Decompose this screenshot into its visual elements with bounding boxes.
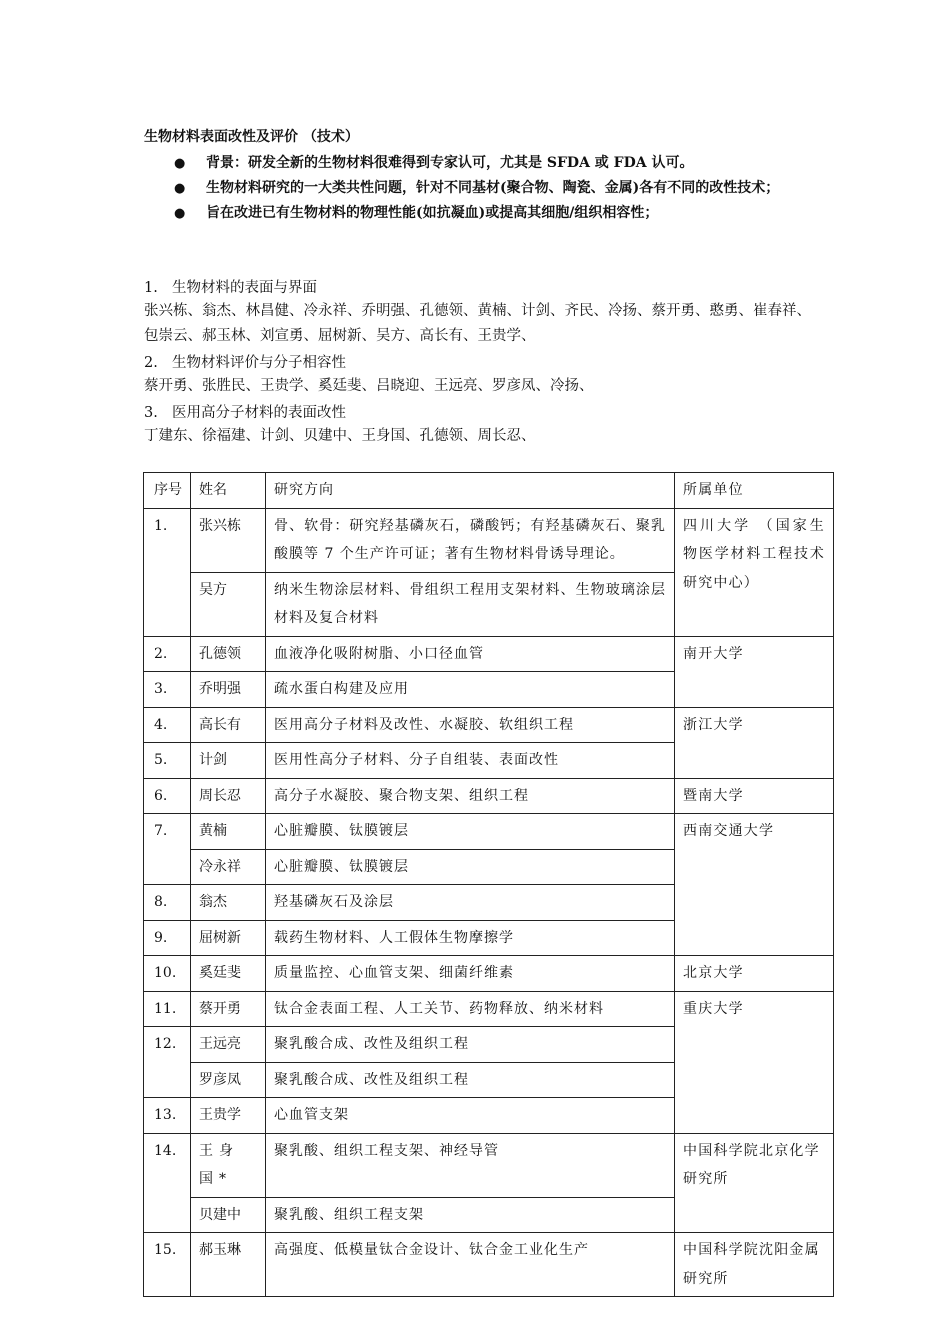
cell-direction: 心脏瓣膜、钛膜镀层: [266, 849, 675, 885]
cell-direction: 载药生物材料、人工假体生物摩擦学: [266, 920, 675, 956]
cell-direction: 高强度、低模量钛合金设计、钛合金工业化生产: [266, 1233, 675, 1297]
cell-number: 3.: [144, 672, 191, 708]
cell-name: 冷永祥: [191, 849, 266, 885]
document-heading: 生物材料表面改性及评价 （技术）: [144, 129, 359, 145]
cell-name: 高长有: [191, 707, 266, 743]
cell-number: 5.: [144, 743, 191, 779]
cell-name: 乔明强: [191, 672, 266, 708]
section-title-text: 生物材料的表面与界面: [172, 280, 317, 296]
section-number: 3.: [144, 405, 158, 421]
cell-name: 翁杰: [191, 885, 266, 921]
bullet-dot-icon: ●: [174, 156, 186, 171]
cell-name: 蔡开勇: [191, 991, 266, 1027]
cell-direction: 高分子水凝胶、聚合物支架、组织工程: [266, 778, 675, 814]
cell-number: 6.: [144, 778, 191, 814]
researcher-table: [143, 472, 834, 1297]
section-title-text: 生物材料评价与分子相容性: [172, 355, 346, 371]
cell-unit: 浙江大学: [675, 707, 834, 778]
cell-unit: 重庆大学: [675, 991, 834, 1133]
cell-direction: 聚乳酸合成、改性及组织工程: [266, 1062, 675, 1098]
section-number: 1.: [144, 280, 158, 296]
cell-unit: 暨南大学: [675, 778, 834, 814]
cell-direction: 聚乳酸、组织工程支架、神经导管: [266, 1133, 675, 1197]
cell-unit: 四川大学 （国家生物医学材料工程技术研究中心）: [675, 508, 834, 636]
header-cell-unit: 所属单位: [675, 473, 834, 509]
cell-direction: 聚乳酸、组织工程支架: [266, 1197, 675, 1233]
table-row: [144, 636, 834, 672]
cell-name: 黄楠: [191, 814, 266, 850]
cell-name: 计剑: [191, 743, 266, 779]
cell-direction: 血液净化吸附树脂、小口径血管: [266, 636, 675, 672]
cell-direction: 羟基磷灰石及涂层: [266, 885, 675, 921]
cell-number: 8.: [144, 885, 191, 921]
cell-number: 11.: [144, 991, 191, 1027]
bullet-text: 旨在改进已有生物材料的物理性能(如抗凝血)或提高其细胞/组织相容性；: [206, 205, 659, 221]
cell-unit: 中国科学院北京化学研究所: [675, 1133, 834, 1233]
cell-name: 王身国*: [191, 1133, 266, 1197]
cell-number: 14.: [144, 1133, 191, 1233]
cell-name: 张兴栋: [191, 508, 266, 572]
background-bullet-list: [172, 151, 822, 226]
cell-direction: 钛合金表面工程、人工关节、药物释放、纳米材料: [266, 991, 675, 1027]
table-header-row: [144, 473, 834, 509]
bullet-text: 背景：研发全新的生物材料很难得到专家认可，尤其是 SFDA 或 FDA 认可。: [206, 155, 694, 171]
table-row: [144, 707, 834, 743]
cell-unit: 中国科学院沈阳金属研究所: [675, 1233, 834, 1297]
cell-direction: 心血管支架: [266, 1098, 675, 1134]
section-names: 蔡开勇、张胜民、王贵学、奚廷斐、吕晓迎、王远亮、罗彦凤、冷扬、: [144, 378, 594, 394]
section-title: [144, 401, 346, 422]
header-cell-direction: 研究方向: [266, 473, 675, 509]
table-row: [144, 1133, 834, 1197]
table-row: [144, 814, 834, 850]
bullet-dot-icon: ●: [174, 181, 186, 196]
table-row: [144, 778, 834, 814]
table-row: [144, 991, 834, 1027]
cell-number: 15.: [144, 1233, 191, 1297]
cell-name: 孔德领: [191, 636, 266, 672]
cell-direction: 疏水蛋白构建及应用: [266, 672, 675, 708]
cell-unit: 北京大学: [675, 956, 834, 992]
cell-number: 13.: [144, 1098, 191, 1134]
cell-number: 9.: [144, 920, 191, 956]
cell-number: 4.: [144, 707, 191, 743]
bullet-text: 生物材料研究的一大类共性问题，针对不同基材(聚合物、陶瓷、金属)各有不同的改性技术；: [206, 180, 780, 196]
cell-number: 10.: [144, 956, 191, 992]
cell-direction: 医用性高分子材料、分子自组装、表面改性: [266, 743, 675, 779]
section-title-text: 医用高分子材料的表面改性: [172, 405, 346, 421]
section-title: [144, 351, 346, 372]
table-row: [144, 1233, 834, 1297]
section-title: [144, 276, 317, 297]
cell-name: 王贵学: [191, 1098, 266, 1134]
cell-unit: 南开大学: [675, 636, 834, 707]
cell-direction: 骨、软骨：研究羟基磷灰石，磷酸钙；有羟基磷灰石、聚乳酸膜等 7 个生产许可证；著有生物材料骨诱导理论。: [266, 508, 675, 572]
cell-number: 12.: [144, 1027, 191, 1098]
cell-name: 屈树新: [191, 920, 266, 956]
cell-name: 王远亮: [191, 1027, 266, 1063]
cell-direction: 纳米生物涂层材料、骨组织工程用支架材料、生物玻璃涂层材料及复合材料: [266, 572, 675, 636]
cell-name: 罗彦凤: [191, 1062, 266, 1098]
cell-name: 郝玉琳: [191, 1233, 266, 1297]
header-cell-number: 序号: [144, 473, 191, 509]
cell-name: 周长忍: [191, 778, 266, 814]
cell-direction: 心脏瓣膜、钛膜镀层: [266, 814, 675, 850]
bullet-item: [172, 201, 822, 226]
table-row: [144, 508, 834, 572]
cell-direction: 聚乳酸合成、改性及组织工程: [266, 1027, 675, 1063]
cell-name: 奚廷斐: [191, 956, 266, 992]
cell-number: 1.: [144, 508, 191, 636]
section-names: 张兴栋、翁杰、林昌健、冷永祥、乔明强、孔德领、黄楠、计剑、齐民、冷扬、蔡开勇、憨勇、崔春祥、包崇云、郝玉林、刘宣勇、屈树新、吴方、高长有、王贵学、: [144, 303, 811, 344]
cell-name: 贝建中: [191, 1197, 266, 1233]
cell-direction: 医用高分子材料及改性、水凝胶、软组织工程: [266, 707, 675, 743]
section-names: 丁建东、徐福建、计剑、贝建中、王身国、孔德领、周长忍、: [144, 428, 536, 444]
table-row: [144, 956, 834, 992]
bullet-item: [172, 151, 822, 176]
section-number: 2.: [144, 355, 158, 371]
cell-number: 7.: [144, 814, 191, 885]
cell-number: 2.: [144, 636, 191, 672]
bullet-item: [172, 176, 822, 201]
cell-name: 吴方: [191, 572, 266, 636]
cell-unit: 西南交通大学: [675, 814, 834, 956]
header-cell-name: 姓名: [191, 473, 266, 509]
cell-direction: 质量监控、心血管支架、细菌纤维素: [266, 956, 675, 992]
bullet-dot-icon: ●: [174, 206, 186, 221]
